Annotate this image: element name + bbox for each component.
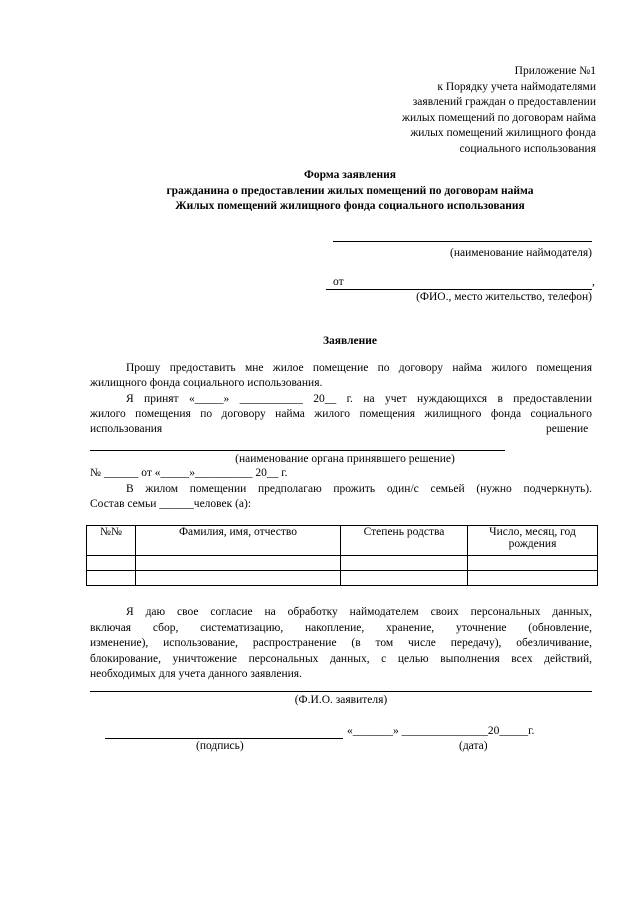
form-title — [40, 168, 640, 215]
request-line-2: жилищного фонда социального использования. — [90, 377, 323, 389]
table-header: Степень родства — [341, 526, 468, 556]
comma: , — [592, 276, 595, 288]
statement-title: Заявление — [322, 335, 377, 347]
table-header: №№ — [87, 526, 136, 556]
accepted-line-3-left: использования — [90, 423, 163, 435]
form-title-line: Форма заявления — [304, 169, 396, 181]
appendix-line: к Порядку учета наймодателями — [437, 80, 596, 93]
table-row — [87, 556, 598, 571]
signature-line[interactable] — [105, 738, 343, 739]
accepted-line-1: Я принят «_____» ___________ 20__ г. на учет нуждающихся в предоставлении — [126, 393, 592, 405]
residence-line-2: Состав семьи ______человек (а): — [90, 498, 252, 510]
appendix-line: Приложение №1 — [514, 65, 596, 77]
table-header: Фамилия, имя, отчество — [136, 526, 341, 556]
authority-caption: (наименование органа принявшего решение) — [235, 453, 455, 465]
table-header: Число, месяц, год рождения — [468, 526, 598, 556]
table-row — [87, 571, 598, 586]
decision-line: № ______ от «_____»__________ 20__ г. — [90, 467, 288, 479]
landlord-caption: (наименование наймодателя) — [450, 247, 592, 259]
table-cell[interactable] — [87, 571, 136, 586]
accepted-line-2: жилого помещения по договору найма жилого помещения жилищного фонда социального — [90, 408, 592, 420]
applicant-name-caption: (Ф.И.О. заявителя) — [294, 694, 388, 706]
table-cell[interactable] — [341, 571, 468, 586]
consent-line: изменение), использование, распространение (в том числе передачу), обезличивание, — [90, 637, 592, 649]
consent-line: необходимых для учета данного заявления. — [90, 668, 302, 680]
table-cell[interactable] — [468, 571, 598, 586]
consent-line: блокирование, уничтожение персональных данных, с целью выполнения всех действий, — [90, 652, 592, 665]
family-table — [86, 525, 598, 586]
table-header-row — [87, 526, 598, 556]
table-cell[interactable] — [341, 556, 468, 571]
form-title-line: гражданина о предоставлении жилых помещений по договорам найма — [166, 184, 534, 197]
consent-paragraph — [90, 605, 592, 683]
applicant-caption: (ФИО., место жительство, телефон) — [416, 291, 592, 303]
appendix-header — [402, 64, 596, 157]
accepted-line-3-right: решение — [546, 423, 589, 435]
applicant-info-line[interactable] — [326, 289, 592, 290]
date-caption: (дата) — [459, 740, 488, 752]
table-cell[interactable] — [468, 556, 598, 571]
signature-caption: (подпись) — [196, 740, 244, 752]
table-cell[interactable] — [136, 556, 341, 571]
landlord-name-line[interactable] — [333, 241, 592, 242]
appendix-line: заявлений граждан о предоставлении — [412, 96, 596, 108]
consent-line: включая сбор, систематизацию, накопление, хранение, уточнение (обновление, — [90, 621, 592, 634]
authority-name-line[interactable] — [90, 450, 505, 451]
residence-line-1: В жилом помещении предполагаю прожить один/с семьей (нужно подчеркнуть). — [126, 483, 592, 495]
table-cell[interactable] — [136, 571, 341, 586]
request-line-1: Прошу предоставить мне жилое помещение по договору найма жилого помещения — [126, 362, 592, 374]
appendix-line: социального использования — [459, 142, 596, 155]
table-cell[interactable] — [87, 556, 136, 571]
signature-date-line: «_______» _______________20_____г. — [347, 725, 535, 737]
appendix-line: жилых помещений жилищного фонда — [410, 127, 596, 139]
from-label: от — [333, 276, 344, 288]
consent-line: Я даю свое согласие на обработку наймодателем своих персональных данных, — [126, 606, 592, 618]
applicant-name-line[interactable] — [90, 691, 592, 692]
appendix-line: жилых помещений по договорам найма — [402, 111, 596, 124]
form-title-line: Жилых помещений жилищного фонда социального использования — [175, 200, 525, 212]
